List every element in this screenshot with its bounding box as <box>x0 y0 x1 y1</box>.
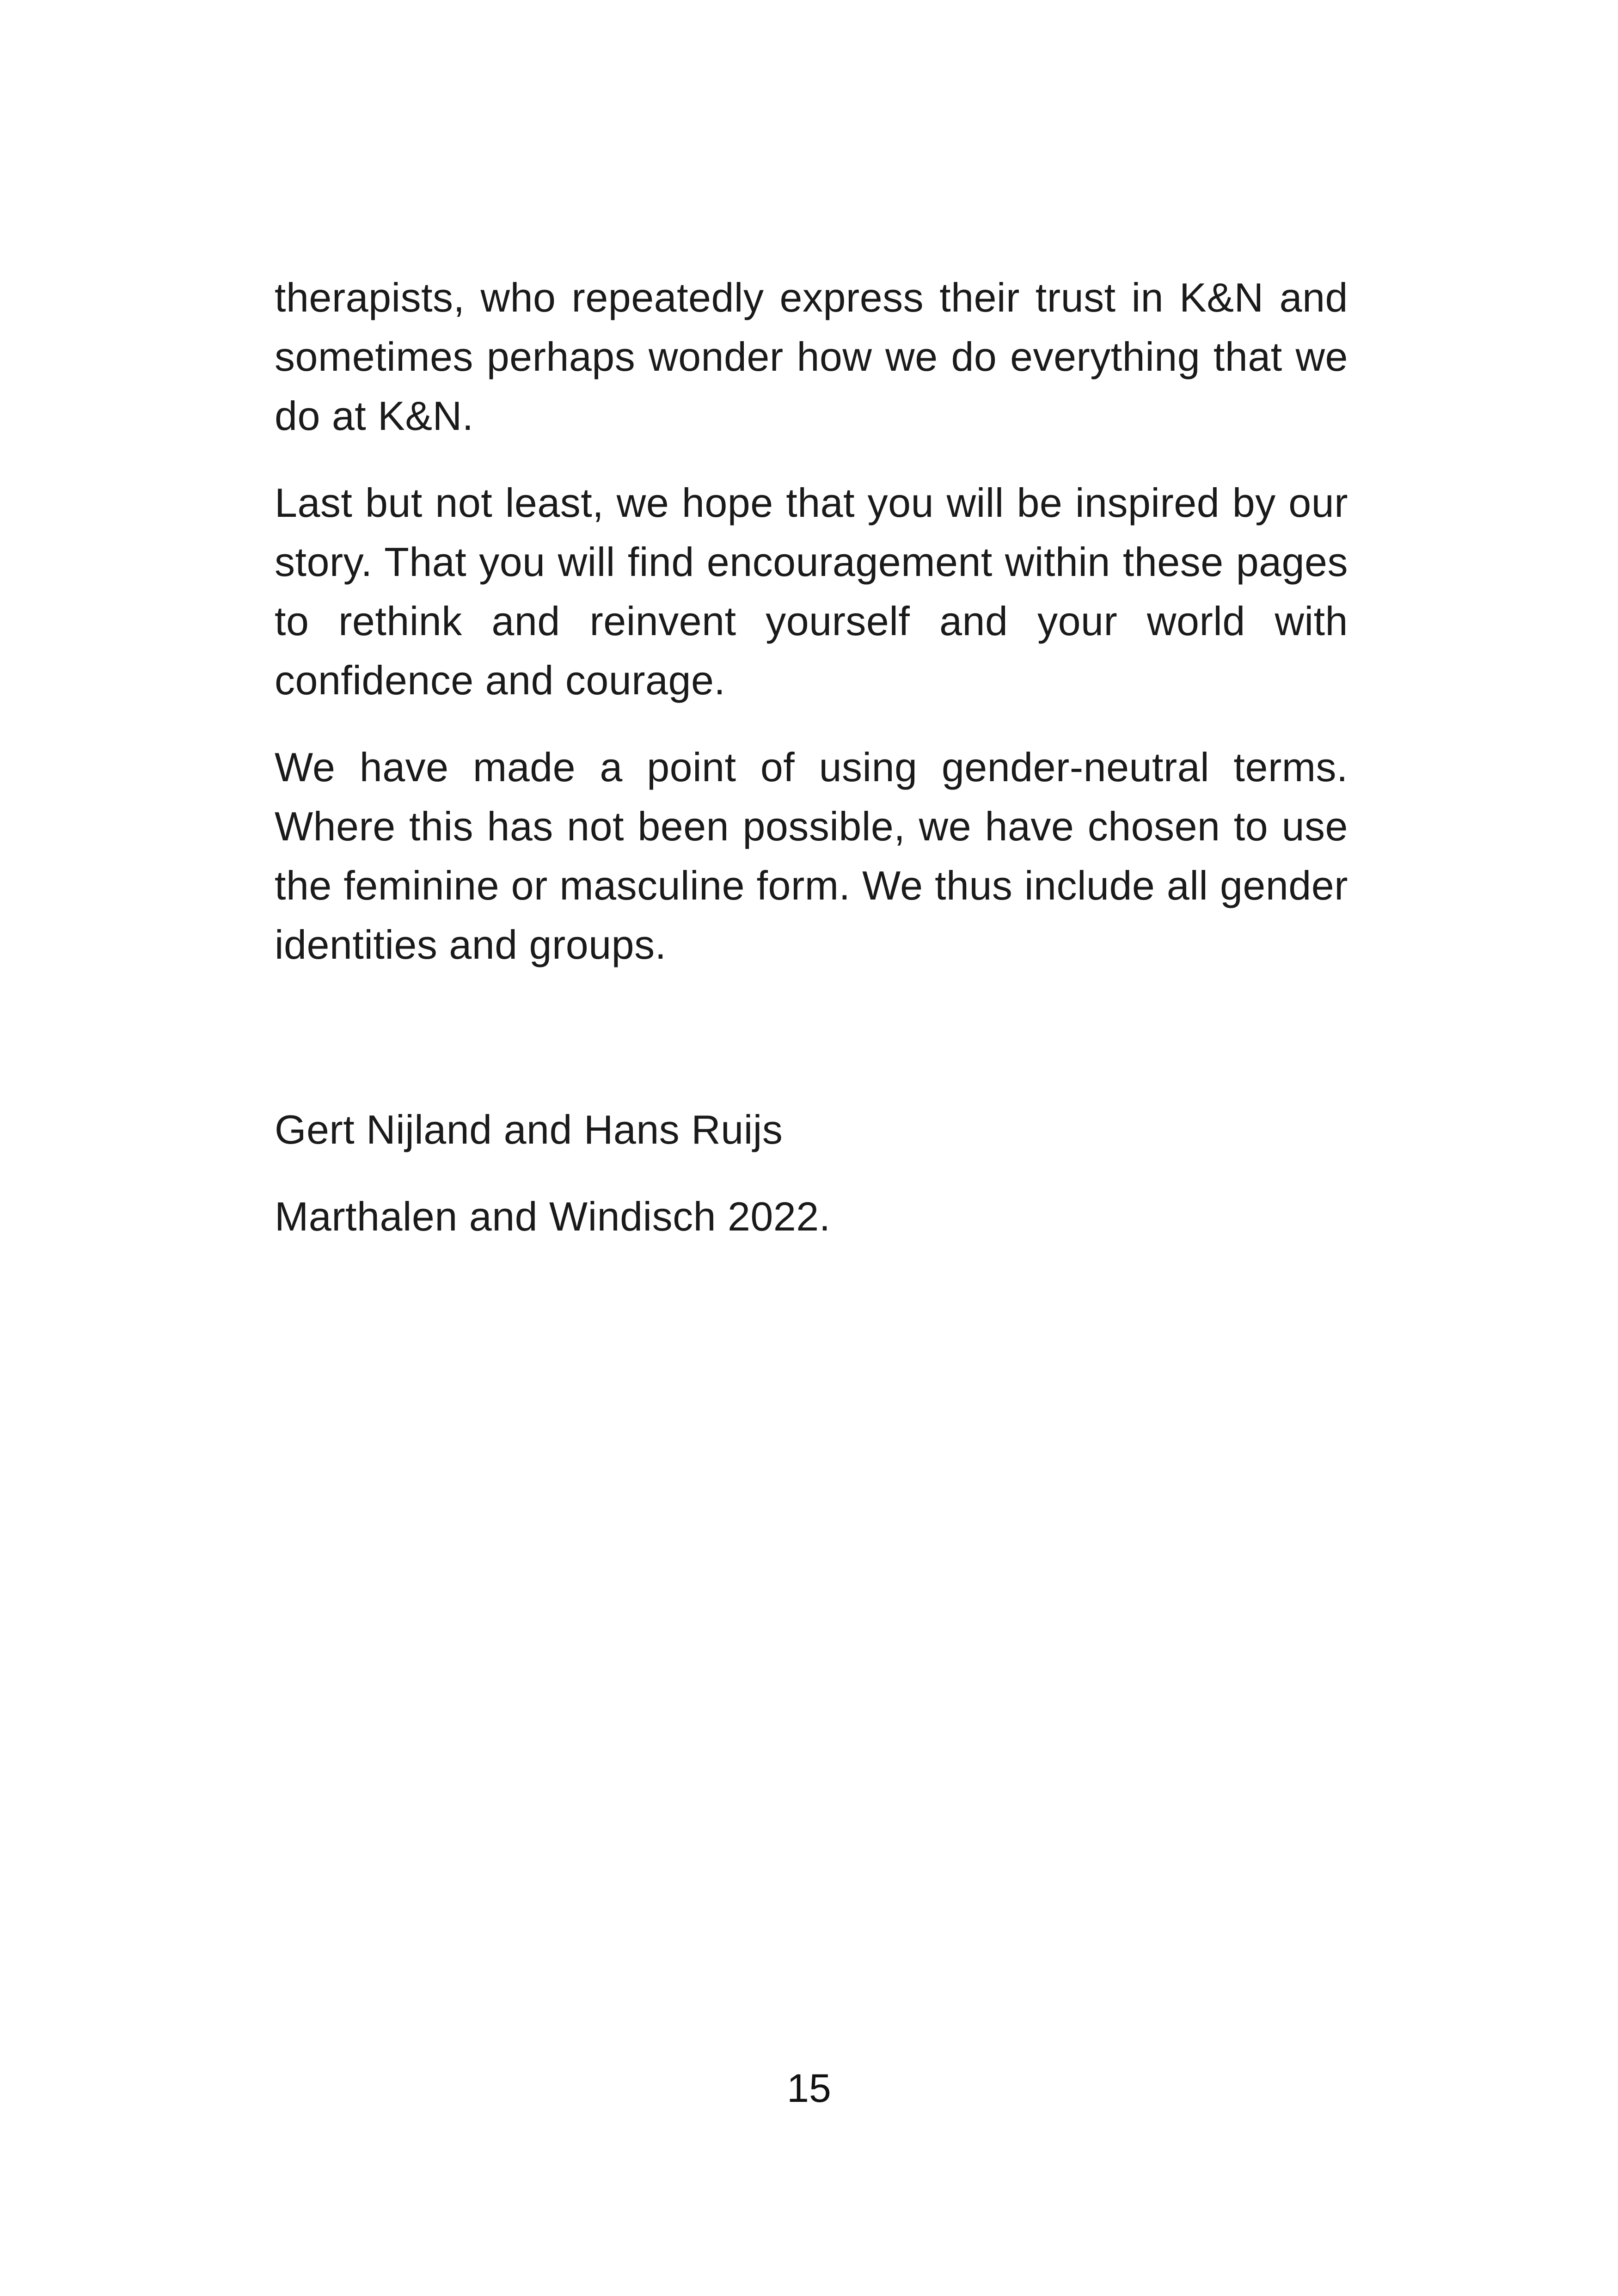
paragraph-inspired: Last but not least, we hope that you will be inspired by our story. That you will find encouragement within these pages to rethink and reinvent yourself and your world with confidence and courage. <box>275 480 1348 703</box>
page-number: 15 <box>787 2066 831 2111</box>
authors-line: Gert Nijland and Hans Ruijs <box>275 1107 783 1152</box>
body-text <box>275 268 1348 1002</box>
signature-block <box>275 1100 1348 1274</box>
paragraph-therapists: therapists, who repeatedly express their trust in K&N and sometimes perhaps wonder how we do everything that we do at K&N. <box>275 275 1348 439</box>
place-date-line: Marthalen and Windisch 2022. <box>275 1194 831 1239</box>
paragraph-gender-neutral: We have made a point of using gender-neutral terms. Where this has not been possible, we have chosen to use the feminine or masculine form. We thus include all gender identities and groups. <box>275 744 1348 967</box>
